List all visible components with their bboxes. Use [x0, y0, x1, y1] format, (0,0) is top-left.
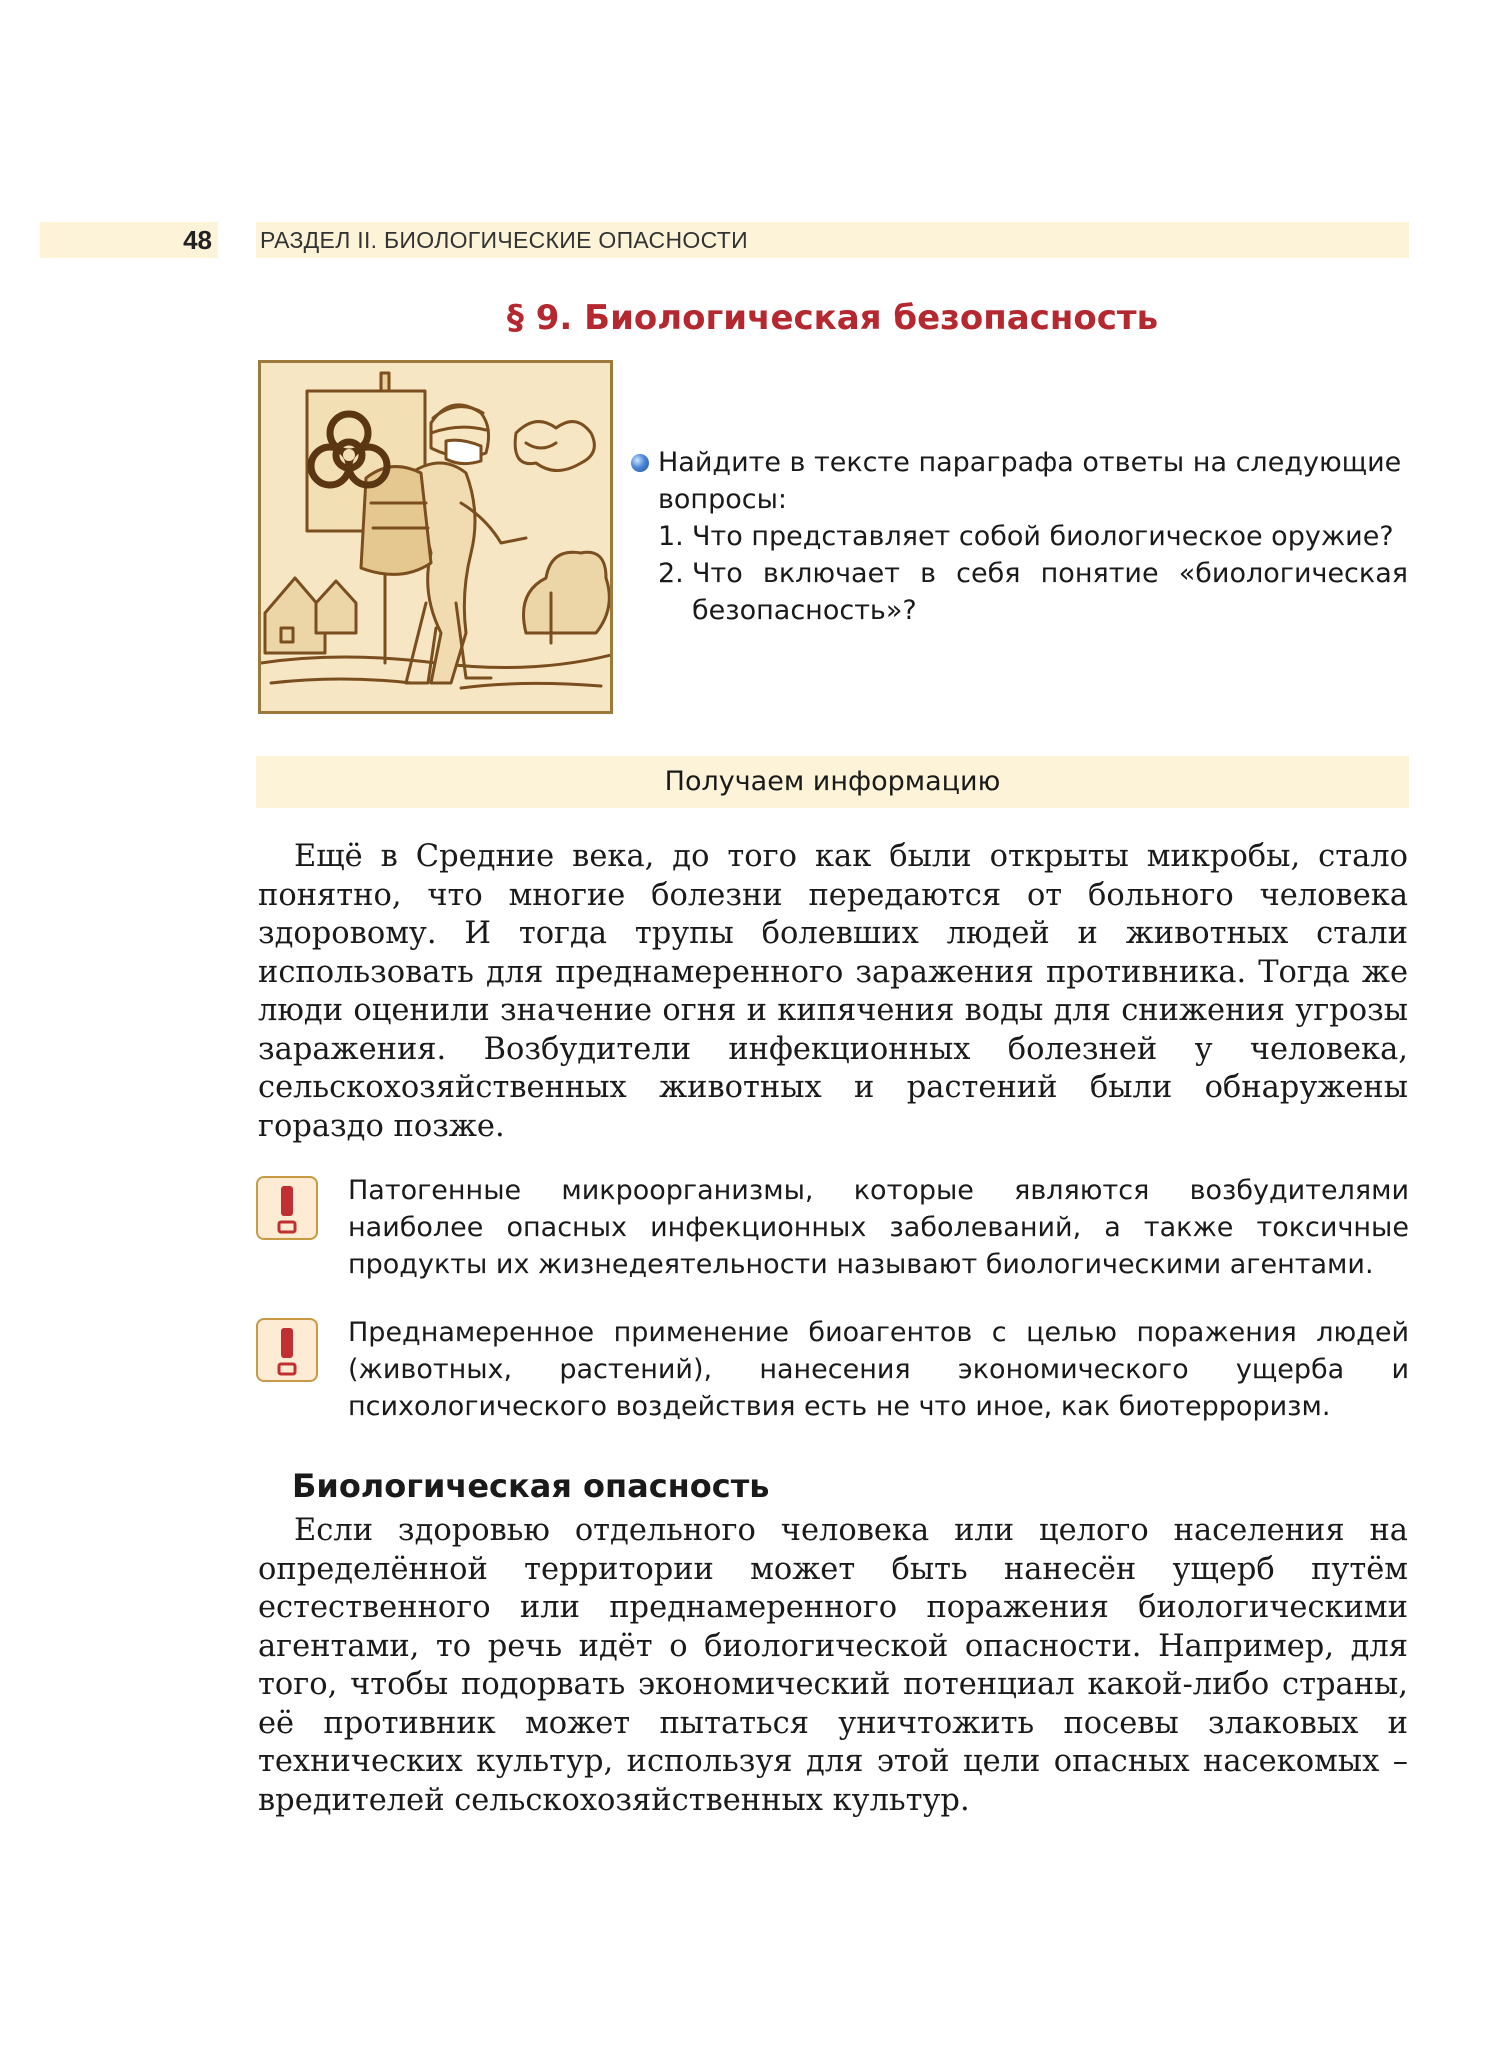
biohazard-illustration	[258, 360, 613, 714]
intro-text	[258, 838, 1408, 1146]
question-item	[658, 518, 1408, 555]
question-item	[658, 555, 1408, 629]
page-title: § 9. Биологическая безопасность	[506, 298, 1159, 338]
bullet-icon	[631, 454, 649, 472]
page-number: 48	[40, 222, 218, 258]
note-text: Преднамеренное применение биоагентов с целью поражения людей (животных, растений), нанесения экономического ущерба и психологического воздействия есть не что иное, как биотерроризм.	[348, 1317, 1409, 1422]
info-band: Получаем информацию	[256, 756, 1409, 808]
definition-note	[256, 1314, 1409, 1425]
definition-note	[256, 1172, 1409, 1283]
section-text	[258, 1512, 1408, 1820]
question-number: 1.	[658, 521, 684, 552]
intro-paragraph: Ещё в Средние века, до того как были открыты микробы, стало понятно, что многие болезни передаются от больного человека здоровому. И тогда трупы болевших людей и животных стали использовать для преднамеренного заражения противника. Тогда же люди оценили значение огня и кипячения воды для снижения угрозы заражения. Возбудители инфекционных болезней у человека, сельскохозяйственных животных и растений были обнаружены гораздо позже.	[258, 839, 1408, 1144]
questions-intro: Найдите в тексте параграфа ответы на следующие вопросы:	[658, 447, 1402, 515]
section-header: РАЗДЕЛ II. БИОЛОГИЧЕСКИЕ ОПАСНОСТИ	[256, 222, 1409, 258]
questions-block	[658, 444, 1408, 629]
question-text: Что представляет собой биологическое оружие?	[692, 521, 1394, 552]
question-text: Что включает в себя понятие «биологическая безопасность»?	[692, 558, 1408, 626]
section-heading: Биологическая опасность	[292, 1467, 770, 1505]
question-number: 2.	[658, 558, 684, 589]
note-text: Патогенные микроорганизмы, которые являются возбудителями наиболее опасных инфекционных заболеваний, а также токсичные продукты их жизнедеятельности называют биологическими агентами.	[348, 1175, 1409, 1280]
exclamation-icon	[256, 1176, 318, 1240]
exclamation-icon	[256, 1318, 318, 1382]
section-paragraph: Если здоровью отдельного человека или целого населения на определённой территории может быть нанесён ущерб путём естественного или преднамеренного поражения биологическими агентами, то речь идёт о биологической опасности. Например, для того, чтобы подорвать экономический потенциал какой-либо страны, её противник может пытаться уничтожить посевы злаковых и технических культур, используя для этой цели опасных насекомых – вредителей сельскохозяйственных культур.	[258, 1513, 1408, 1818]
